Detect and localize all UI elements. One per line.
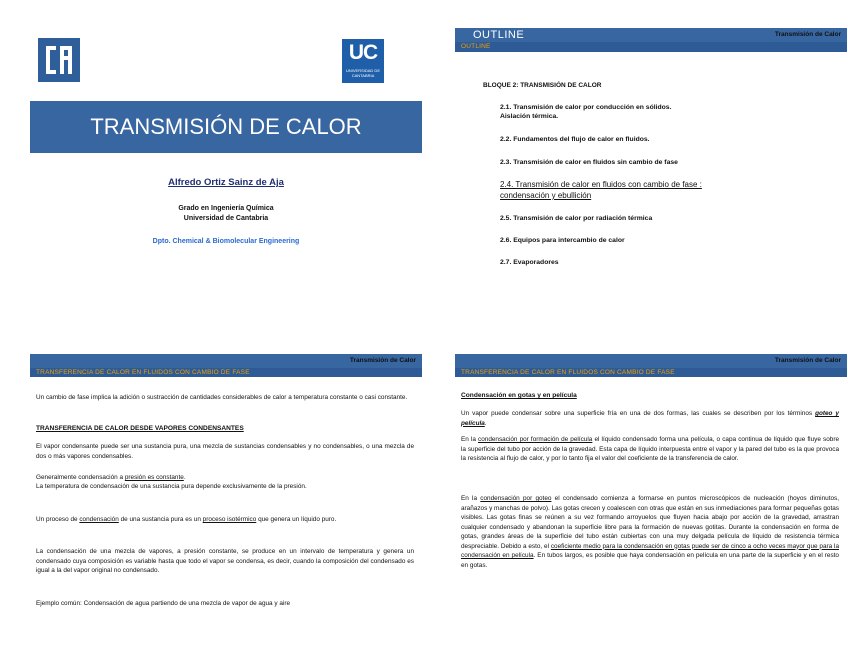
section-bar [455, 42, 847, 52]
text-run-emphasis: goteo y película [461, 410, 839, 427]
outline-header-title: OUTLINE [473, 29, 525, 41]
department: Dpto. Chemical & Biomolecular Engineering [152, 238, 300, 245]
degree-line-2: Universidad de Cantabria [183, 215, 269, 222]
text-run: de una sustancia pura es un [118, 516, 203, 523]
section-bar [30, 368, 422, 377]
course-title: Transmisión de Calor [774, 357, 841, 364]
paragraph [36, 515, 414, 525]
slide-header [455, 28, 847, 42]
paragraph: El vapor condensante puede ser una sustancia pura, una mezcla de sustancias condensables y no condensables, o una mezcla de dos o más vapores condensables. [36, 443, 414, 460]
outline-item: 2.2. Fundamentos del flujo de calor en fluidos. [500, 136, 650, 143]
outline-item: 2.1. Transmisión de calor por conducción en sólidos. [500, 104, 672, 111]
slide-condensing-vapors [30, 354, 422, 650]
text-run: Generalmente condensación a [36, 474, 125, 481]
section-label: TRANSFERENCIA DE CALOR EN FLUIDOS CON CAMBIO DE FASE [36, 369, 250, 376]
author-name: Alfredo Ortiz Sainz de Aja [168, 177, 284, 188]
slide-title-band [30, 101, 422, 153]
text-run: Un vapor puede condensar sobre una superficie fría en una de dos formas, las cuales se describen por los términos [461, 410, 816, 417]
degree-info [30, 204, 422, 224]
text-run: . [484, 419, 487, 427]
text-run: Un proceso de [36, 516, 80, 523]
outline-item-current: 2.4. Transmisión de calor en fluidos con cambio de fase : [500, 180, 702, 189]
outline-item: 2.7. Evaporadores [500, 259, 559, 266]
paragraph: Un cambio de fase implica la adición o sustracción de cantidades considerables de calor a temperatura constante o casi constante. [36, 394, 408, 401]
text-run: el condensado comienza a formarse en puntos microscópicos de nucleación (hoyos diminutos, arañazos y manchas de polvo). Las gotas crecen y coalescen con otras que están en sus inmediaciones para formar pequeñas gotas visibles. Las gotas finas se reúnen a su vez formando arroyuelos que fluyen hacia abajo por acción de la gravedad, arrastran cualquier condensado y abandonan la superficie libre para la formación de nuevas gotitas. Durante la condensación en forma de gotas, grandes áreas de la superficie del tubo están cubiertas con una muy delgada película de líquido de resistencia térmica despreciable. Debido a esto, el [461, 495, 839, 550]
text-run: En la [461, 436, 479, 443]
paragraph [461, 409, 839, 428]
section-label: OUTLINE [461, 43, 491, 50]
text-run-underlined: coeficiente medio para la condensación en gotas puede ser de cinco a ocho veces mayor que para la condensación en película [461, 542, 839, 559]
slide-header [455, 354, 847, 368]
text-run-underlined: proceso isotérmico [202, 516, 257, 523]
paragraph: Ejemplo común: Condensación de agua partiendo de una mezcla de vapor de agua y aire [36, 600, 291, 607]
outline-item-current: condensación y ebullición [500, 191, 592, 200]
logo-uc-text: UC [348, 41, 378, 64]
logo-uc-subtext: UNIVERSIDAD DE CANTABRIA [345, 68, 380, 78]
paragraph: La condensación de una mezcla de vapores, a presión constante, se produce en un intervalo de temperatura y genera un condensado cuya composición es variable hasta que todo el vapor se condensa, es decir, cuando la composición del condensado es igual a la del vapor original no condensado. [36, 548, 414, 574]
course-title: Transmisión de Calor [774, 31, 841, 38]
outline-item: 2.5. Transmisión de calor por radiación térmica [500, 215, 653, 222]
text-run: que genera un líquido puro. [256, 516, 337, 523]
paragraph [461, 494, 839, 570]
text-run: En la [461, 495, 481, 502]
slide-condensation-modes [455, 354, 847, 650]
institution-logo-left [38, 38, 80, 82]
slide-outline [455, 28, 847, 300]
text-run-underlined: condensación por formación de película [478, 436, 593, 443]
paragraph [461, 435, 839, 464]
outline-item: 2.6. Equipos para intercambio de calor [500, 237, 625, 244]
presentation-title: TRANSMISIÓN DE CALOR [90, 114, 362, 139]
text-run: el líquido condensado forma una película, o capa continua de líquido que fluye sobre la superficie del tubo por acción de la gravedad. Esta capa de líquido interpuesta entre el vapor y la pared del tubo es la que provoca la resistencia al flujo de calor, y por lo tanto fija el valor del coeficiente de la transferencia de calor. [461, 436, 839, 462]
text-run-underlined: presión es constante [124, 474, 184, 481]
section-heading: TRANSFERENCIA DE CALOR DESDE VAPORES CONDENSANTES [36, 425, 244, 432]
section-label: TRANSFERENCIA DE CALOR EN FLUIDOS CON CAMBIO DE FASE [461, 369, 675, 376]
outline-item: 2.3. Transmisión de calor en fluidos sin cambio de fase [500, 159, 678, 166]
university-logo-right [342, 39, 384, 83]
text-run: . En tubos largos, es posible que haya condensación en película en una parte de la superficie y en el resto en gotas. [461, 552, 839, 569]
slide-header [30, 354, 422, 368]
paragraph: La temperatura de condensación de una sustancia pura depende exclusivamente de la presión. [36, 483, 307, 490]
text-run: . [183, 474, 186, 481]
section-bar [455, 368, 847, 377]
course-title: Transmisión de Calor [349, 357, 416, 364]
block-title: BLOQUE 2: TRANSMISIÓN DE CALOR [483, 82, 602, 89]
section-heading: Condensación en gotas y en película [461, 392, 577, 399]
text-run-underlined: condensación por goteo [480, 495, 552, 502]
text-run-underlined: condensación [79, 516, 119, 523]
outline-item: Aislación térmica. [500, 113, 559, 120]
degree-line-1: Grado en Ingeniería Química [178, 205, 274, 212]
slide-title [30, 28, 422, 300]
